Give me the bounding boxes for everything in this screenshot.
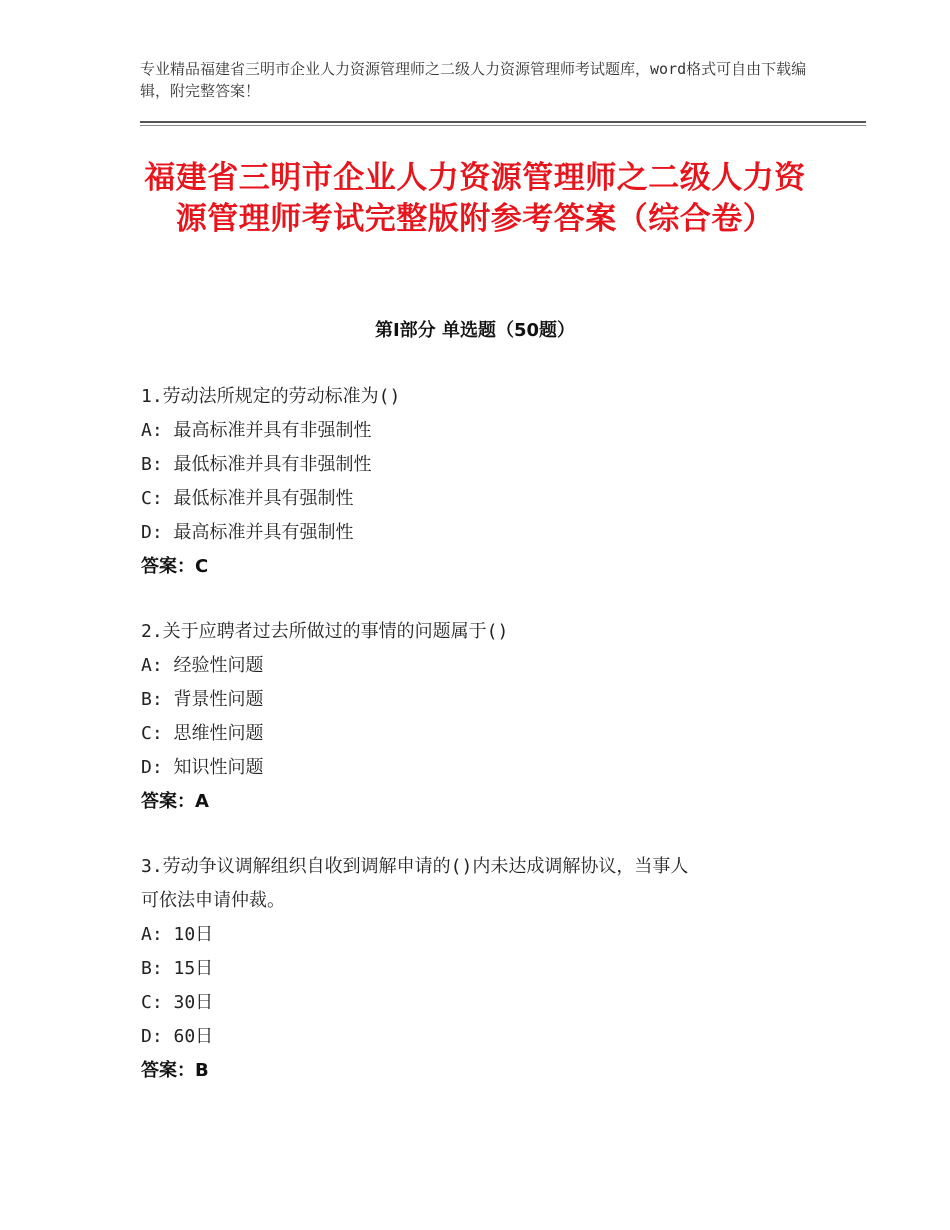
option-a: A: 10日 — [141, 924, 214, 945]
question-1 — [141, 380, 821, 584]
document-title: 福建省三明市企业人力资源管理师之二级人力资源管理师考试完整版附参考答案（综合卷） — [144, 160, 806, 237]
question-stem-line-2: 可依法申请仲裁。 — [141, 890, 285, 911]
question-3 — [141, 850, 821, 1088]
option-d: D: 60日 — [141, 1026, 214, 1047]
question-2 — [141, 615, 821, 819]
answer: 答案：A — [141, 791, 209, 812]
question-list — [141, 380, 821, 1119]
option-a: A: 最高标准并具有非强制性 — [141, 420, 372, 441]
answer: 答案：C — [141, 556, 209, 577]
option-b: B: 15日 — [141, 958, 214, 979]
header-note: 专业精品福建省三明市企业人力资源管理师之二级人力资源管理师考试题库，word格式可自由下载编辑，附完整答案！ — [140, 60, 807, 100]
question-stem-line-1: 3.劳动争议调解组织自收到调解申请的()内未达成调解协议，当事人 — [141, 856, 689, 877]
question-stem: 2.关于应聘者过去所做过的事情的问题属于() — [141, 621, 509, 642]
option-b: B: 最低标准并具有非强制性 — [141, 454, 372, 475]
option-c: C: 最低标准并具有强制性 — [141, 488, 354, 509]
answer: 答案：B — [141, 1060, 209, 1081]
option-a: A: 经验性问题 — [141, 655, 264, 676]
question-stem: 1.劳动法所规定的劳动标准为() — [141, 386, 401, 407]
option-c: C: 30日 — [141, 992, 214, 1013]
option-b: B: 背景性问题 — [141, 689, 264, 710]
header-rule-thick — [140, 121, 866, 123]
section-title: 第Ⅰ部分 单选题（50题） — [374, 320, 575, 341]
option-d: D: 最高标准并具有强制性 — [141, 522, 354, 543]
option-d: D: 知识性问题 — [141, 757, 264, 778]
header-rule-thin — [140, 125, 866, 126]
option-c: C: 思维性问题 — [141, 723, 264, 744]
